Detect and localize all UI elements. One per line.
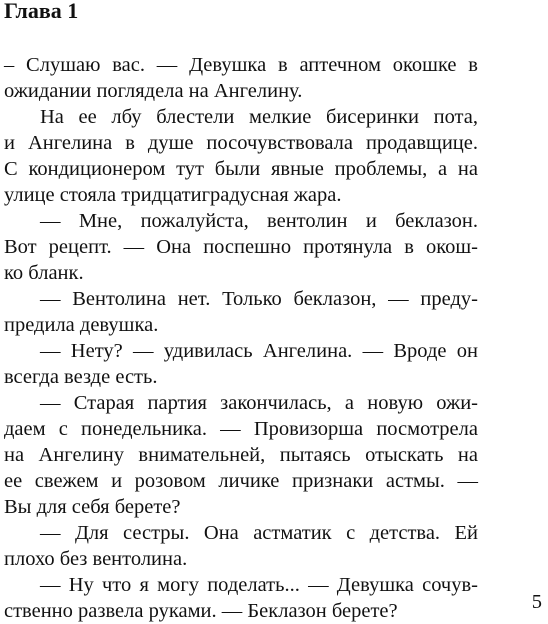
text-line: и Ангелина в душе посочувствовала продавщице. xyxy=(4,132,478,154)
text-line: — Старая партия закончилась, а новую ожи- xyxy=(40,392,478,414)
text-line: На ее лбу блестели мелкие бисеринки пота, xyxy=(40,106,478,128)
text-line: на Ангелину внимательней, пытаясь отыскать на xyxy=(4,444,478,466)
text-line: — Для сестры. Она астматик с детства. Ей xyxy=(40,522,478,544)
text-line: ожидании поглядела на Ангелину. xyxy=(4,80,303,102)
text-line: даем с понедельника. — Провизорша посмотрела xyxy=(4,418,478,440)
text-line: плохо без вентолина. xyxy=(4,548,188,570)
text-line: — Ну что я могу поделать... — Девушка сочув- xyxy=(40,574,478,596)
text-line: — Вентолина нет. Только беклазон, — преду- xyxy=(40,288,478,310)
text-line: ко бланк. xyxy=(4,262,84,284)
text-line: Вот рецепт. — Она поспешно протянула в окош- xyxy=(4,236,478,258)
text-line: всегда везде есть. xyxy=(4,366,158,388)
text-line: — Нету? — удивилась Ангелина. — Вроде он xyxy=(40,340,478,362)
text-line: предила девушка. xyxy=(4,314,159,336)
text-line: Вы для себя берете? xyxy=(4,496,181,518)
page-number: 5 xyxy=(531,591,542,613)
text-line: ственно развела руками. — Беклазон берете? xyxy=(4,600,398,622)
text-line: — Мне, пожалуйста, вентолин и беклазон. xyxy=(40,210,478,232)
text-line: С кондиционером тут были явные проблемы, а на xyxy=(4,158,478,180)
text-line: ее свежем и розовом личике признаки астмы. — xyxy=(4,470,478,492)
text-line: улице стояла тридцатиградусная жара. xyxy=(4,184,342,206)
text-line: – Слушаю вас. — Девушка в аптечном окошке в xyxy=(4,54,478,76)
chapter-title: Глава 1 xyxy=(4,0,79,23)
